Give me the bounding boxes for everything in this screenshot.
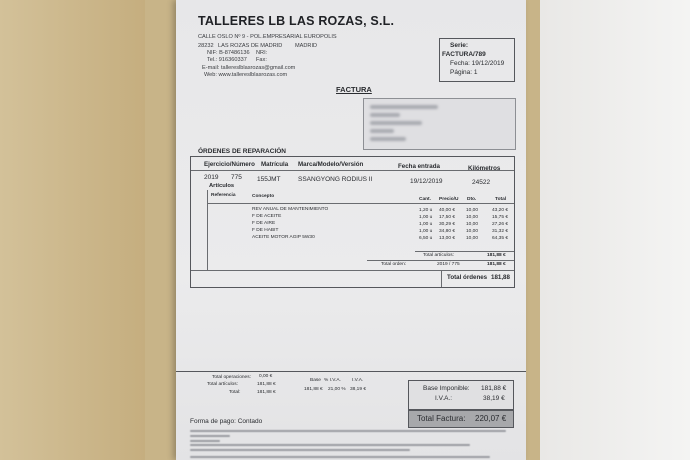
order-matricula: 155JMT [257, 176, 281, 183]
col-header-referencia: Referencia [211, 193, 236, 198]
col-header-kilometros: Kilómetros [468, 165, 501, 172]
total-factura-label: Total Factura: [417, 414, 466, 423]
total-ordenes-label: Total órdenes [447, 274, 488, 281]
invoice-paper [176, 0, 526, 460]
item-total: 15,75 € [492, 215, 509, 220]
col-header-matricula: Matrícula [261, 161, 289, 168]
total-factura-value: 220,07 € [475, 414, 507, 423]
fine-print-block [190, 430, 510, 460]
background-right [540, 0, 690, 460]
total-operaciones-label: Total operaciones: [212, 375, 251, 380]
company-postal-code: 28232 [198, 43, 214, 49]
tax-iva-pct-value: 21,00 % [328, 387, 346, 392]
total-articulos-label: Total artículos: [423, 253, 454, 258]
company-tel: Tel.: 916360337 [207, 57, 247, 63]
total-orden-label: Total orden: [381, 262, 407, 267]
summary-total-value: 181,88 € [257, 390, 276, 395]
company-email: E-mail: tallereslblasrozas@gmail.com [202, 65, 296, 71]
company-nif: NIF: B-87486136 [207, 50, 250, 56]
company-province: MADRID [295, 43, 318, 49]
col-header-cant: Cant. [419, 197, 431, 202]
invoice-date: Fecha: 19/12/2019 [450, 60, 505, 67]
col-header-concepto: Concepto [252, 194, 275, 199]
company-city: LAS ROZAS DE MADRID [218, 43, 283, 49]
orders-section-title: ÓRDENES DE REPARACIÓN [198, 148, 287, 155]
item-concepto: REV ANUAL DE MANTENIMIENTO [252, 207, 329, 212]
item-concepto: F DE ACEITE [252, 214, 282, 219]
iva-total-value: 38,19 € [483, 395, 505, 402]
company-name: TALLERES LB LAS ROZAS, S.L. [198, 14, 395, 28]
company-fax: Fax: [256, 57, 267, 63]
desk-background-left [0, 0, 145, 460]
item-cant: 1,00 u [419, 222, 433, 227]
tax-iva-value: 38,19 € [350, 387, 367, 392]
col-header-ejercicio: Ejercicio/Número [204, 161, 255, 168]
company-address: CALLE OSLO Nº 9 - POL.EMPRESARIAL EUROPOLIS [198, 34, 337, 40]
base-imponible-box [408, 380, 514, 410]
invoice-number: FACTURA/789 [442, 51, 486, 58]
item-concepto: F DE HABIT [252, 228, 279, 233]
item-precio: 40,00 € [439, 208, 456, 213]
iva-total-label: I.V.A.: [435, 395, 453, 402]
item-cant: 1,00 u [419, 229, 433, 234]
item-cant: 1,00 u [419, 215, 433, 220]
total-ordenes-value: 181,88 [491, 274, 510, 281]
invoice-page: Página: 1 [450, 69, 478, 76]
summary-articulos-label: Total artículos: [207, 382, 238, 387]
order-numero: 775 [231, 174, 242, 181]
serie-label: Serie: [450, 42, 469, 49]
col-header-total: Total [495, 197, 507, 202]
summary-articulos-value: 181,88 € [257, 382, 276, 387]
item-precio: 34,80 € [439, 229, 456, 234]
order-fecha-entrada: 19/12/2019 [410, 178, 443, 185]
base-imponible-value: 181,88 € [481, 385, 507, 392]
invoice-series-box [439, 38, 515, 82]
tax-base-label: Base [310, 378, 321, 383]
tax-iva-label: I.V.A. [352, 378, 364, 383]
summary-total-label: Total: [229, 390, 241, 395]
client-box-redacted [363, 98, 516, 150]
item-dto: 10,00 [466, 229, 479, 234]
col-header-precio: Precio/U [439, 197, 459, 202]
item-precio: 13,00 € [439, 236, 456, 241]
item-precio: 17,50 € [439, 215, 456, 220]
tax-base-value: 181,88 € [304, 387, 323, 392]
total-orden-ref: 2019 / 775 [437, 262, 460, 267]
item-dto: 10,00 [466, 222, 479, 227]
order-kilometros: 24522 [472, 179, 491, 186]
item-concepto: ACEITE MOTOR AGIP 5W30 [252, 235, 315, 240]
orders-table [190, 156, 515, 288]
summary-separator [176, 371, 526, 372]
total-articulos-value: 181,88 € [487, 253, 506, 258]
forma-de-pago: Forma de pago: Contado [190, 418, 263, 425]
col-header-dto: Dto. [467, 197, 477, 202]
total-operaciones-value: 0,00 € [259, 374, 273, 379]
company-nri: NRI: [256, 50, 268, 56]
item-total: 31,32 € [492, 229, 509, 234]
company-web: Web: www.tallereslblasrozas.com [204, 72, 288, 78]
total-factura-box [408, 410, 514, 428]
item-cant: 6,50 u [419, 236, 433, 241]
document-title: FACTURA [336, 85, 372, 94]
base-imponible-label: Base Imponible: [423, 385, 470, 392]
col-header-fecha-entrada: Fecha entrada [398, 163, 440, 170]
order-marca: SSANGYONG RODIUS II [298, 176, 373, 183]
item-cant: 1,20 u [419, 208, 433, 213]
order-ejercicio: 2019 [204, 174, 219, 181]
item-dto: 10,00 [466, 208, 479, 213]
articulos-label: Artículos [209, 183, 235, 189]
item-dto: 10,00 [466, 236, 479, 241]
total-orden-value: 181,88 € [487, 262, 506, 267]
item-dto: 10,00 [466, 215, 479, 220]
item-concepto: F DE AIRE [252, 221, 276, 226]
item-total: 64,35 € [492, 236, 509, 241]
item-total: 27,26 € [492, 222, 509, 227]
item-total: 43,20 € [492, 208, 509, 213]
col-header-marca: Marca/Modelo/Versión [298, 161, 364, 168]
tax-iva-pct-label: % I.V.A. [324, 378, 341, 383]
item-precio: 30,29 € [439, 222, 456, 227]
